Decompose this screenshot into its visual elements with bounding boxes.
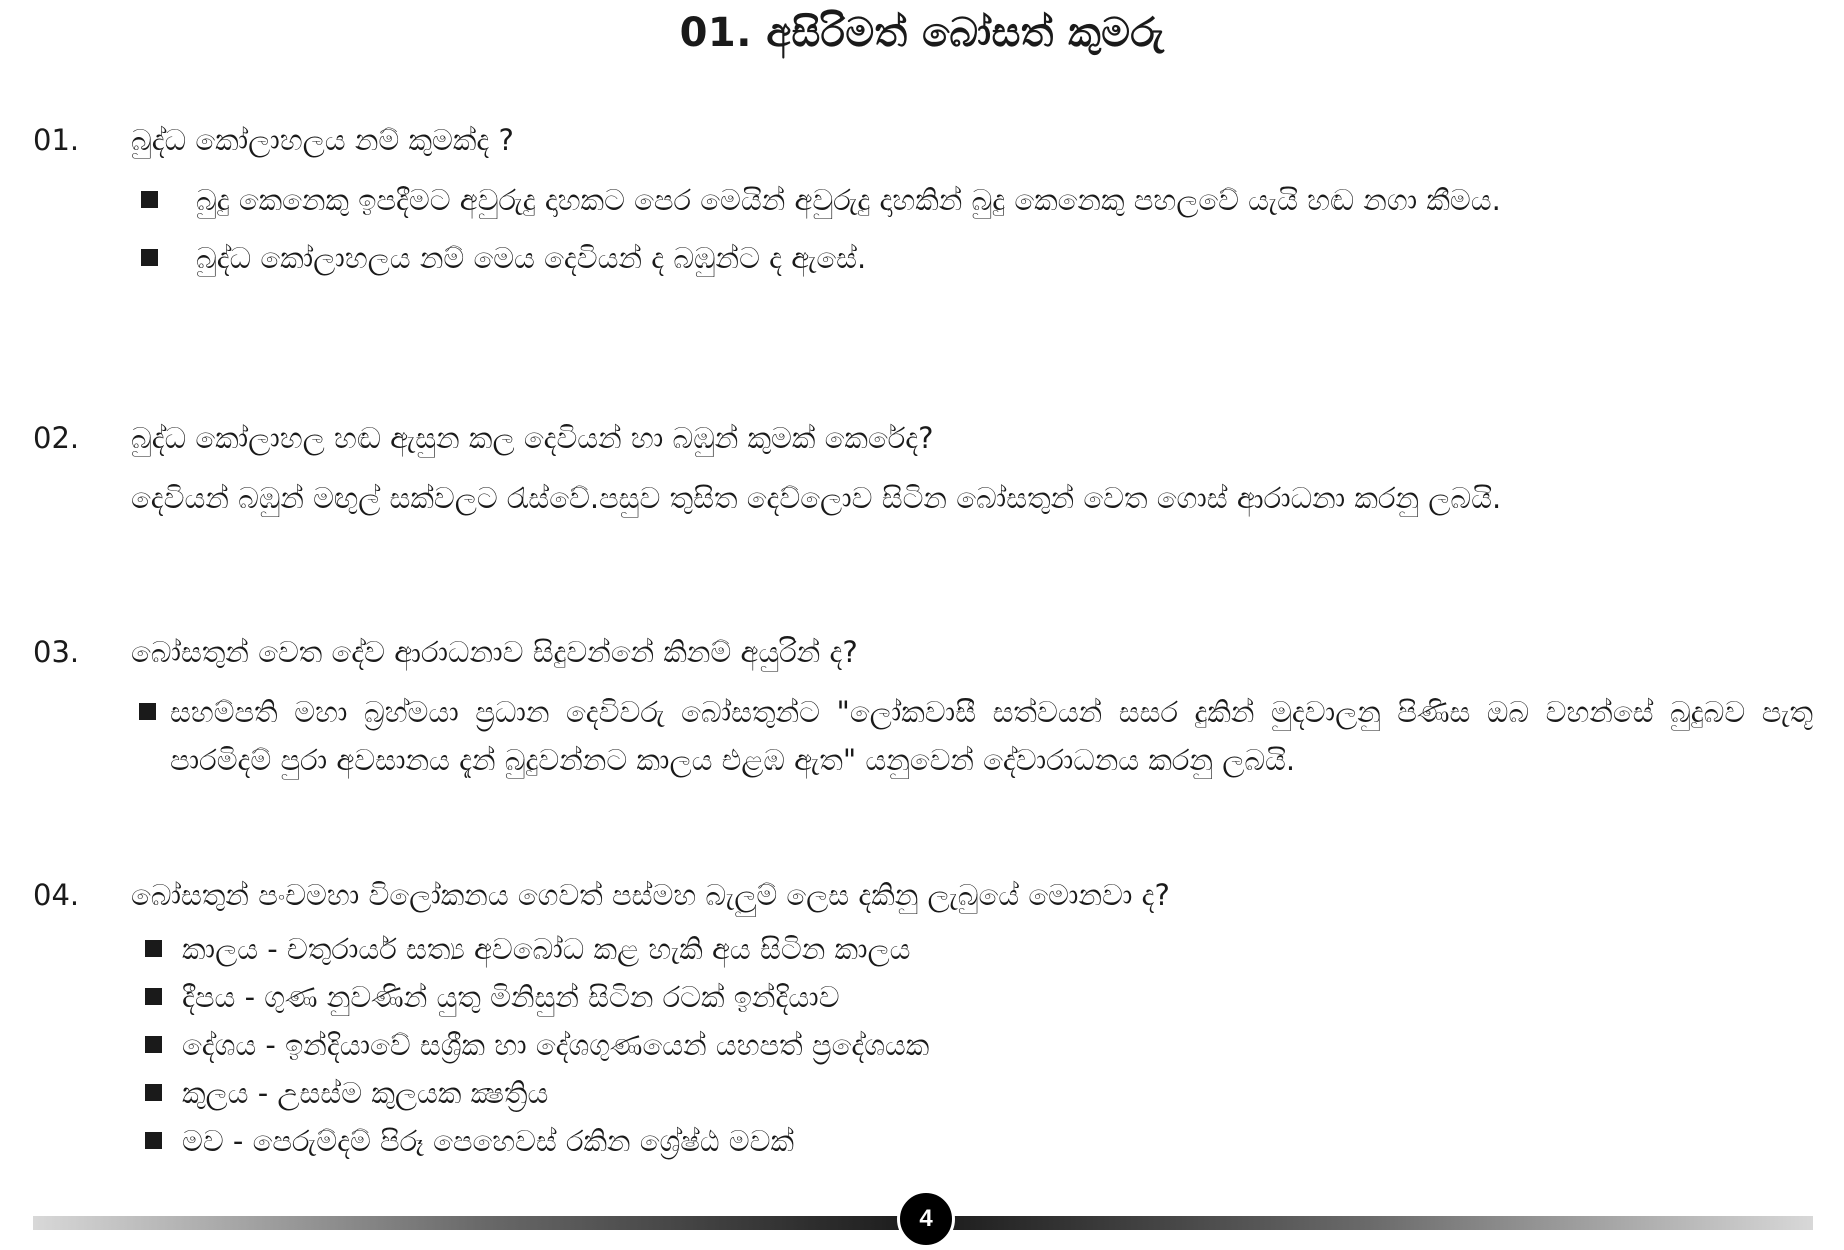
- square-bullet-icon: [145, 1132, 162, 1149]
- question-header: [33, 630, 1813, 674]
- question-header: [33, 118, 1813, 162]
- question-text: බුද්ධ කෝලාහල හඬ ඇසුන කල දෙවියන් හා බඹුන් කුමක් කෙරේද?: [131, 421, 934, 455]
- question-text: බෝසතුන් පංචමහා විලෝකනය ගෙවත් පස්මහ බැලුම් ලෙස දකිනු ලැබුයේ මොනවා ද?: [131, 878, 1170, 912]
- list-item-text: කාලය - චතුරාර්ය සත්‍ය අවබෝධ කළ හැකි අය සිටින කාලය: [182, 932, 911, 966]
- question-number: 02.: [33, 421, 80, 455]
- square-bullet-icon: [139, 703, 156, 720]
- question-block-4: [33, 873, 1813, 1165]
- list-item-text: දේශය - ඉන්දියාවේ සශ්‍රීක හා දේශගුණයෙන් යහපත් ප්‍රදේශයක: [182, 1028, 930, 1062]
- list-item: [145, 973, 1795, 1021]
- list-item: [145, 1069, 1795, 1117]
- question-block-1: [33, 118, 1813, 282]
- list-item: [145, 1117, 1795, 1165]
- square-bullet-icon: [145, 1036, 162, 1053]
- question-number: 03.: [33, 635, 80, 669]
- list-item: [141, 234, 1801, 282]
- question-number: 01.: [33, 123, 80, 157]
- question-text: බෝසතුන් වෙත දේව ආරාධනාව සිදුවන්නේ කිනම් අයුරින් ද?: [131, 635, 858, 669]
- lesson-title: 01. අසිරිමත් බෝසත් කුමරු: [679, 10, 1165, 56]
- square-bullet-icon: [141, 249, 158, 266]
- list-item: [145, 925, 1795, 973]
- square-bullet-icon: [141, 191, 158, 208]
- list-item-text: බුදු කෙනෙකු ඉපදීමට අවුරුදු දාහකට පෙර මෙයින් අවුරුදු දාහකින් බුදු කෙනෙකු පහලවේ යැයි හඬ නගා කීමය.: [196, 183, 1501, 217]
- question-block-2: [33, 416, 1813, 522]
- square-bullet-icon: [145, 988, 162, 1005]
- list-item: [145, 1021, 1795, 1069]
- list-item-text: බුද්ධ කෝලාහලය නම් මෙය දෙවියන් ද බඹුන්ට ද ඇසේ.: [196, 241, 867, 275]
- question-header: [33, 873, 1813, 917]
- page-number-badge: 4: [897, 1190, 955, 1248]
- list-item-text: කුලය - උසස්ම කුලයක ක්‍ෂත්‍රිය: [182, 1076, 549, 1110]
- list-item-text: සහම්පති මහා බ්‍රහ්මයා ප්‍රධාන දෙවිවරු බෝසතුන්ට "ලෝකවාසී සත්වයන් සසර දුකින් මුදවාලනු පිණිස ඔබ වහන්සේ බුදුබව පැතූ පාරමිදම් පුරා අවසානය දැන් බුදුවන්නට කාලය එළඹ ඇත" යනුවෙන් දේවාරාධනය කරනු ලබයි.: [170, 695, 1813, 777]
- answer-list: [145, 925, 1795, 1165]
- list-item-text: මව - පෙරුම්දම් පිරූ පෙහෙවස් රකින ශ්‍රේෂ්ඨ මවක්: [182, 1124, 795, 1158]
- square-bullet-icon: [145, 1084, 162, 1101]
- answer-list: [141, 176, 1801, 282]
- question-block-3: [33, 630, 1813, 784]
- answer-list: [139, 688, 1813, 784]
- list-item: [141, 176, 1801, 224]
- question-text: බුද්ධ කෝලාහලය නම් කුමක්ද ?: [131, 123, 514, 157]
- question-header: [33, 416, 1813, 460]
- question-number: 04.: [33, 878, 80, 912]
- answer-paragraph: දෙවියන් බඹුන් මඟුල් සක්වලට රැස්වේ.පසුව තුසිත දෙව්ලොව සිටින බෝසතුන් වෙත ගොස් ආරාධනා කරනු ලබයි.: [131, 481, 1502, 515]
- list-item-text: දීපය - ගුණ නුවණින් යුතු මිනිසුන් සිටින රටක් ඉන්දියාව: [182, 980, 840, 1014]
- square-bullet-icon: [145, 940, 162, 957]
- list-item: [139, 688, 1813, 784]
